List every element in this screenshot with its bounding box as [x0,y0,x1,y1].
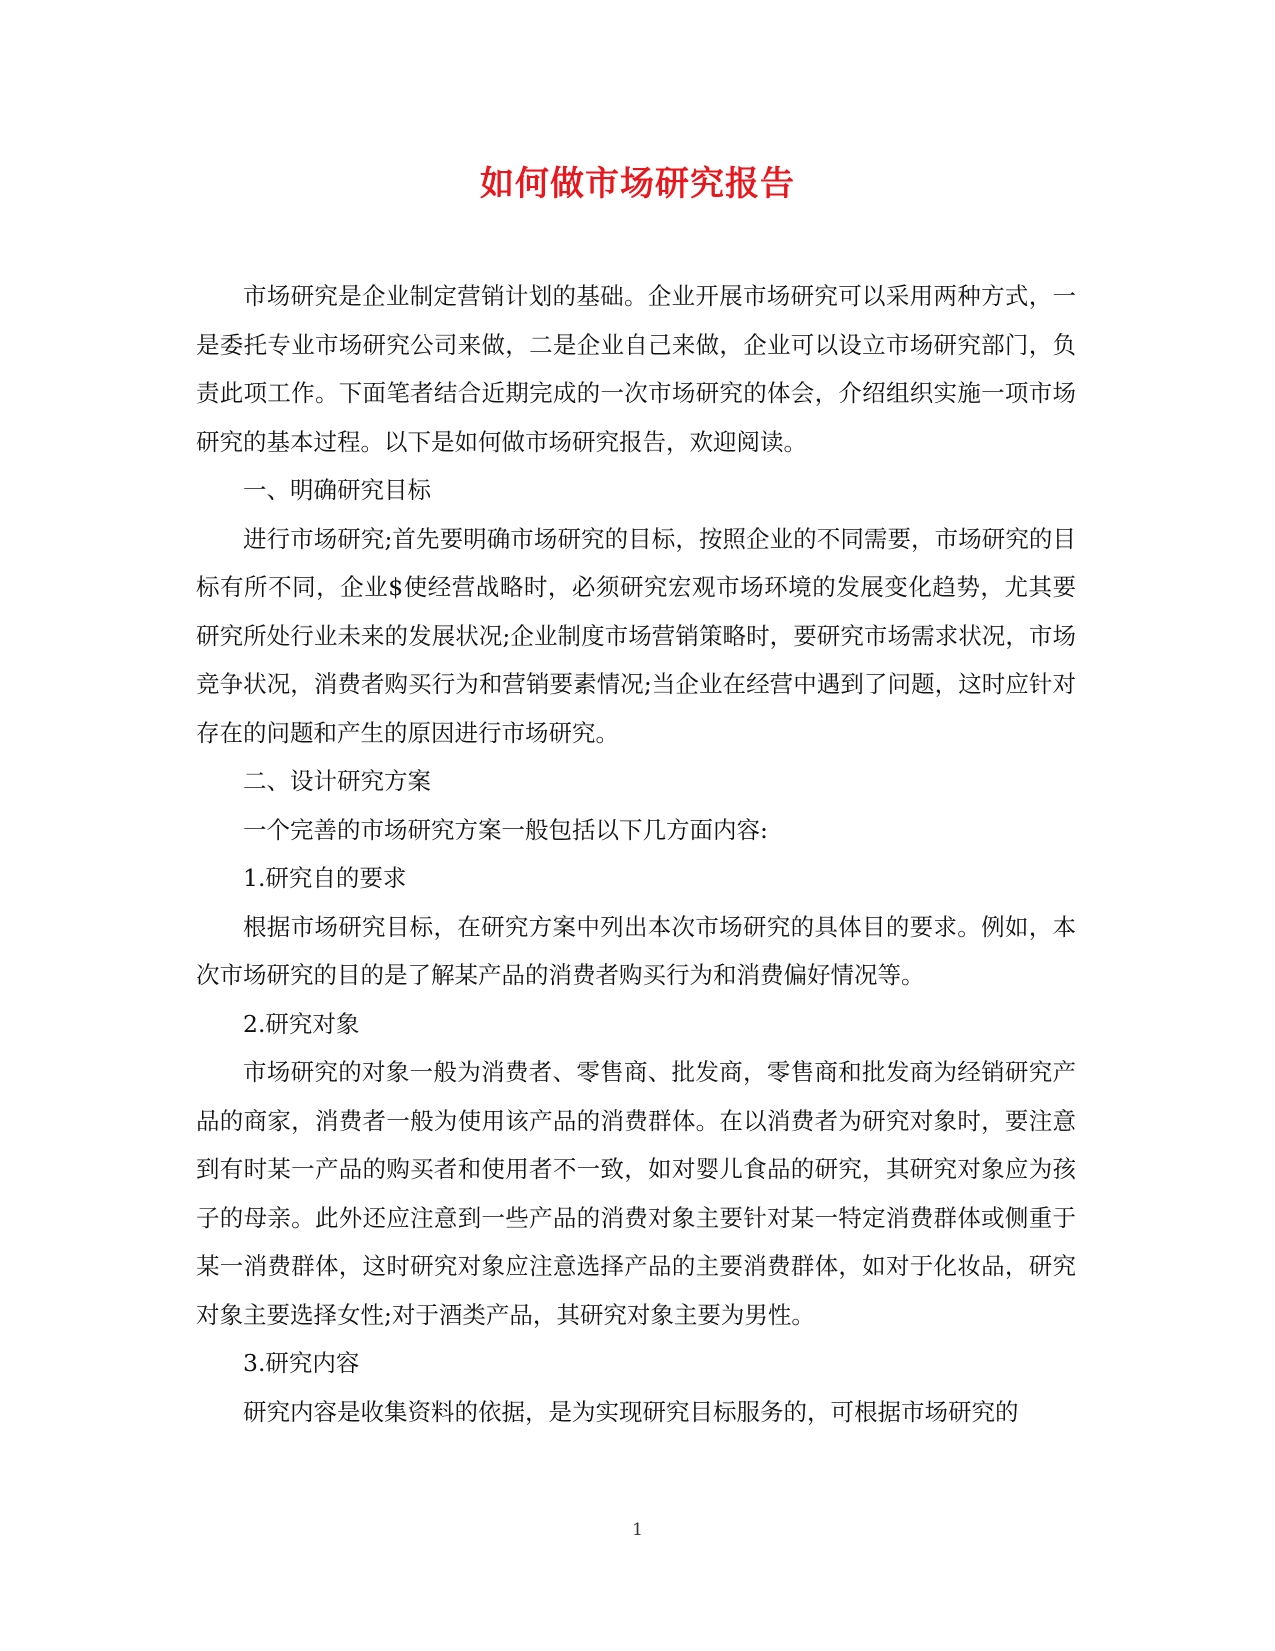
section-heading-2: 二、设计研究方案 [243,767,431,795]
page-number: 1 [632,1520,643,1540]
paragraph-plan-intro: 一个完善的市场研究方案一般包括以下几方面内容: [243,815,768,844]
subheading-1: 1.研究自的要求 [243,864,407,892]
section-heading-1: 一、明确研究目标 [243,476,431,504]
paragraph-intro: 市场研究是企业制定营销计划的基础。企业开展市场研究可以采用两种方式，一是委托专业市场研究公司来做，二是企业自己来做，企业可以设立市场研究部门，负责此项工作。下面笔者结合近期完成的一次市场研究的体会，介绍组织实施一项市场研究的基本过程。以下是如何做市场研究报告，欢迎阅读。 [196,282,1076,456]
paragraph-research-object: 市场研究的对象一般为消费者、零售商、批发商，零售商和批发商为经销研究产品的商家，消费者一般为使用该产品的消费群体。在以消费者为研究对象时，要注意到有时某一产品的购买者和使用者不一致，如对婴儿食品的研究，其研究对象应为孩子的母亲。此外还应注意到一些产品的消费对象主要针对某一特定消费群体或侧重于某一消费群体，这时研究对象应注意选择产品的主要消费群体，如对于化妆品，研究对象主要选择女性;对于酒类产品，其研究对象主要为男性。 [196,1058,1076,1329]
paragraph-research-content: 研究内容是收集资料的依据，是为实现研究目标服务的，可根据市场研究的 [243,1397,1019,1426]
paragraph-purpose: 根据市场研究目标，在研究方案中列出本次市场研究的具体目的要求。例如，本次市场研究的目的是了解某产品的消费者购买行为和消费偏好情况等。 [196,912,1076,989]
subheading-3: 3.研究内容 [243,1349,360,1377]
document-body [196,272,1076,1436]
subheading-2: 2.研究对象 [243,1009,360,1038]
document-title: 如何做市场研究报告 [480,164,795,204]
paragraph-research-goal: 进行市场研究;首先要明确市场研究的目标，按照企业的不同需要，市场研究的目标有所不同，企业$使经营战略时，必须研究宏观市场环境的发展变化趋势，尤其要研究所处行业未来的发展状况;企业制度市场营销策略时，要研究市场需求状况，市场竞争状况，消费者购买行为和营销要素情况;当企业在经营中遇到了问题，这时应针对存在的问题和产生的原因进行市场研究。 [196,524,1076,747]
